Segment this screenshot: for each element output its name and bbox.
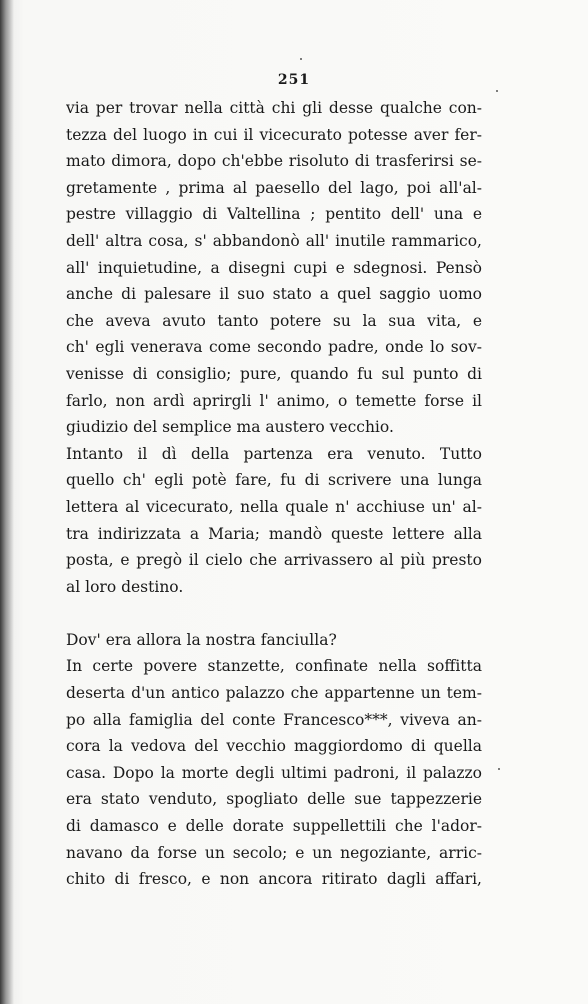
text-line: all' inquietudine, a disegni cupi e sdegnosi. Pensò (66, 258, 482, 277)
text-line: giudizio del semplice ma austero vecchio. (66, 418, 394, 437)
text-line: tra indirizzata a Maria; mandò queste lettere alla (66, 524, 482, 543)
text-line: al loro destino. (66, 577, 184, 596)
text-line: deserta d'un antico palazzo che appartenne un tem- (66, 684, 482, 703)
page-number: 251 (277, 72, 311, 88)
paper-speck (498, 768, 500, 770)
text-line: pestre villaggio di Valtellina ; pentito dell' una e (66, 205, 482, 224)
text-line: di damasco e delle dorate suppellettili che l'ador- (66, 817, 482, 836)
spine-shadow (0, 0, 14, 1004)
text-line: navano da forse un secolo; e un negoziante, arric- (66, 843, 482, 862)
text-line: farlo, non ardì aprirgli l' animo, o temette forse il (66, 391, 482, 410)
text-line: Dov' era allora la nostra fanciulla? (66, 630, 337, 649)
paragraph-gap (66, 600, 482, 627)
text-line: era stato venduto, spogliato delle sue tappezzerie (66, 790, 482, 809)
text-line: venisse di consiglio; pure, quando fu sul punto di (66, 364, 482, 383)
text-line: tezza del luogo in cui il vicecurato potesse aver fer- (66, 125, 482, 144)
text-line: posta, e pregò il cielo che arrivassero al più presto (66, 551, 482, 570)
text-line: chito di fresco, e non ancora ritirato dagli affari, (66, 870, 482, 889)
text-line: via per trovar nella città chi gli desse qualche con- (66, 99, 482, 117)
paper-speck (496, 90, 498, 92)
body-text (66, 95, 482, 893)
text-line: quello ch' egli potè fare, fu di scrivere una lunga (66, 471, 482, 490)
text-line: che aveva avuto tanto potere su la sua vita, e (66, 311, 482, 330)
text-line: casa. Dopo la morte degli ultimi padroni, il palazzo (66, 763, 482, 782)
text-line: gretamente , prima al paesello del lago, poi all'al- (66, 178, 482, 197)
text-line: mato dimora, dopo ch'ebbe risoluto di trasferirsi se- (66, 152, 482, 171)
paper-speck (300, 58, 302, 60)
text-line: ch' egli venerava come secondo padre, onde lo sov- (66, 338, 482, 357)
text-line: anche di palesare il suo stato a quel saggio uomo (66, 285, 482, 304)
text-line: In certe povere stanzette, confinate nella soffitta (66, 657, 482, 676)
text-line: dell' altra cosa, s' abbandonò all' inutile rammarico, (66, 231, 482, 250)
text-line: Intanto il dì della partenza era venuto. Tutto (66, 444, 482, 463)
text-line: po alla famiglia del conte Francesco***, viveva an- (66, 710, 482, 729)
text-line: cora la vedova del vecchio maggiordomo di quella (66, 737, 482, 756)
text-line: lettera al vicecurato, nella quale n' acchiuse un' al- (66, 497, 482, 516)
